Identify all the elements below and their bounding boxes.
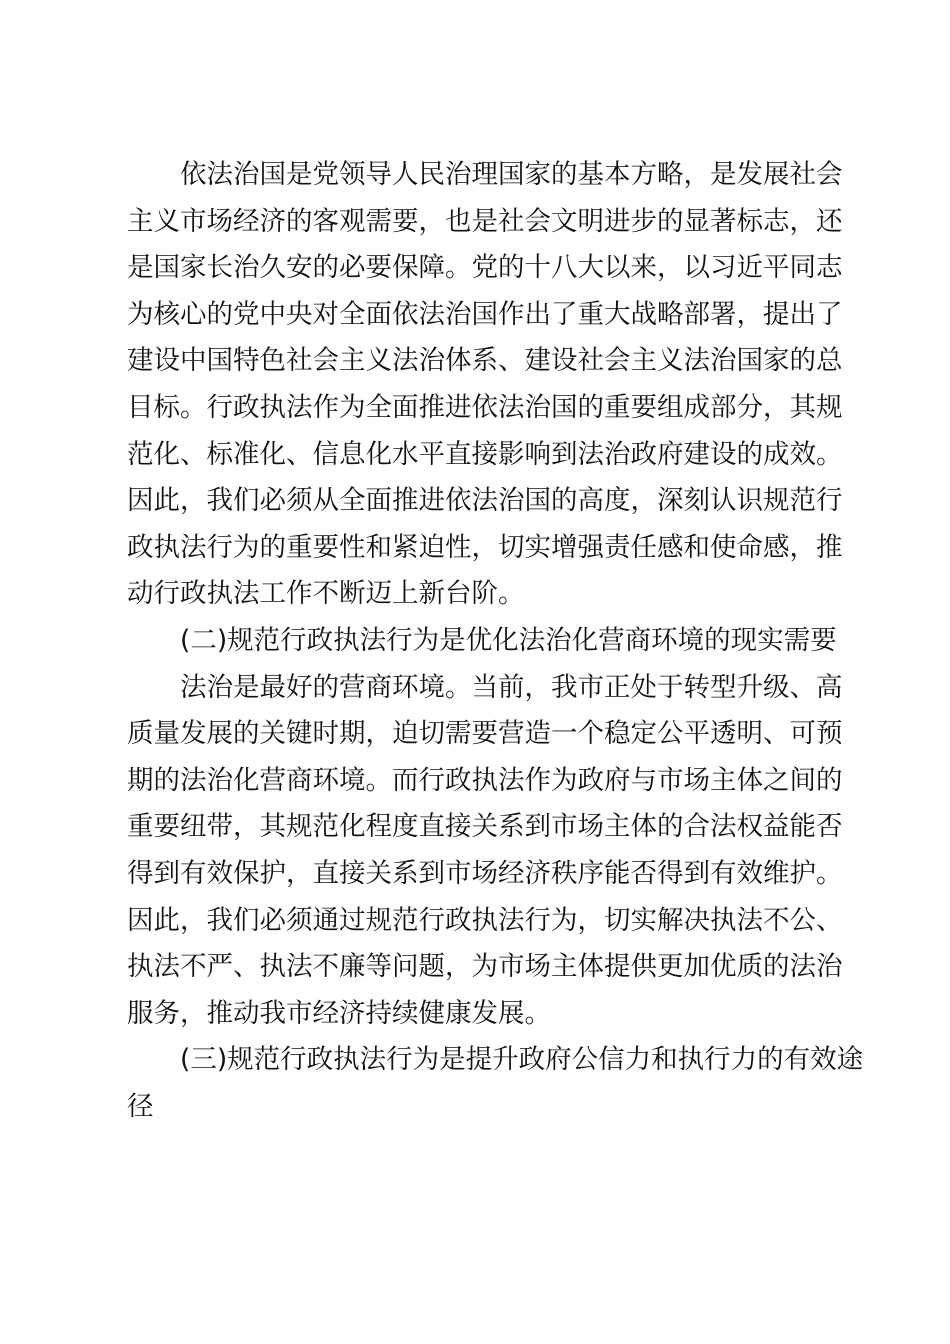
text-line: 得到有效保护，直接关系到市场经济秩序能否得到有效维护。 xyxy=(127,857,843,889)
document-body xyxy=(127,152,864,1130)
text-line: 径 xyxy=(127,1090,154,1122)
text-line: 主义市场经济的客观需要，也是社会文明进步的显著标志，还 xyxy=(127,205,843,237)
section-heading-3 xyxy=(127,1037,864,1130)
text-line: 重要纽带，其规范化程度直接关系到市场主体的合法权益能否 xyxy=(127,811,843,843)
text-line: 服务，推动我市经济持续健康发展。 xyxy=(127,997,551,1029)
text-line: 为核心的党中央对全面依法治国作出了重大战略部署，提出了 xyxy=(127,298,843,330)
text-line: (三)规范行政执法行为是提升政府公信力和执行力的有效途 xyxy=(180,1044,864,1076)
text-line: 目标。行政执法作为全面推进依法治国的重要组成部分，其规 xyxy=(127,391,843,423)
paragraph-business-environment xyxy=(127,665,843,1038)
section-heading-2: (二)规范行政执法行为是优化法治化营商环境的现实需要 xyxy=(180,624,837,656)
text-line: 法治是最好的营商环境。当前，我市正处于转型升级、高 xyxy=(180,671,843,703)
text-line: 建设中国特色社会主义法治体系、建设社会主义法治国家的总 xyxy=(127,345,843,377)
text-line: 是国家长治久安的必要保障。党的十八大以来，以习近平同志 xyxy=(127,252,843,284)
text-line: 动行政执法工作不断迈上新台阶。 xyxy=(127,578,525,610)
text-line: 依法治国是党领导人民治理国家的基本方略，是发展社会 xyxy=(180,159,843,190)
text-line: 期的法治化营商环境。而行政执法作为政府与市场主体之间的 xyxy=(127,764,843,796)
text-line: 因此，我们必须从全面推进依法治国的高度，深刻认识规范行 xyxy=(127,485,843,517)
text-line: 执法不严、执法不廉等问题，为市场主体提供更加优质的法治 xyxy=(127,951,843,983)
text-line: 因此，我们必须通过规范行政执法行为，切实解决执法不公、 xyxy=(127,904,843,936)
text-line: 范化、标准化、信息化水平直接影响到法治政府建设的成效。 xyxy=(127,438,843,470)
paragraph-rule-of-law xyxy=(127,152,843,618)
text-line: 质量发展的关键时期，迫切需要营造一个稳定公平透明、可预 xyxy=(127,718,843,750)
text-line: 政执法行为的重要性和紧迫性，切实增强责任感和使命感，推 xyxy=(127,531,843,563)
